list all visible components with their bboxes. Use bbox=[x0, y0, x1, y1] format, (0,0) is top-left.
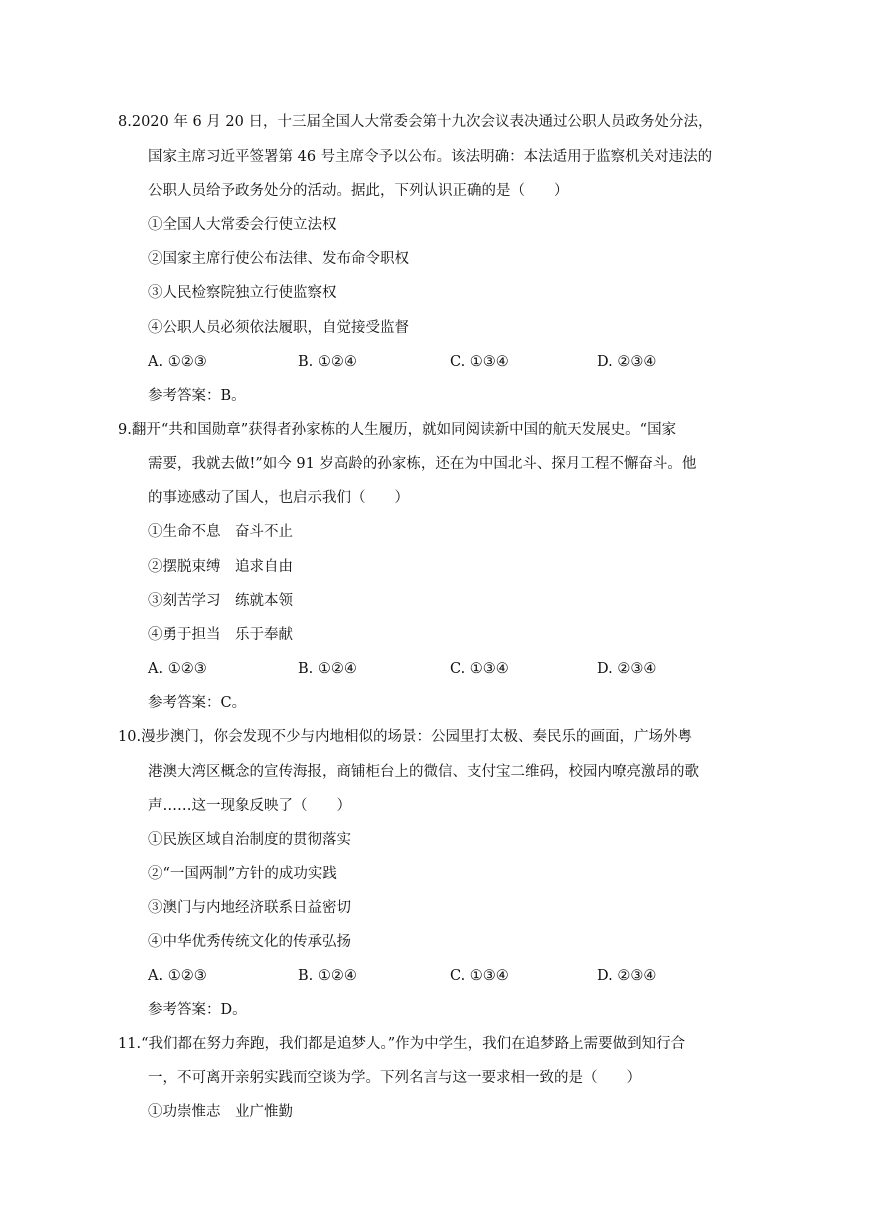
option-c: C. ①③④ bbox=[450, 661, 509, 677]
option-d: D. ②③④ bbox=[597, 968, 657, 984]
question-number: 9. bbox=[118, 422, 132, 438]
answer: 参考答案：B。 bbox=[148, 388, 246, 404]
option-c: C. ①③④ bbox=[450, 354, 509, 370]
question-10-line-2: 港澳大湾区概念的宣传海报，商铺柜台上的微信、支付宝二维码，校园内嘹亮激昂的歌 bbox=[148, 764, 699, 780]
statement: ③人民检察院独立行使监察权 bbox=[148, 285, 337, 301]
option-b: B. ①②④ bbox=[298, 661, 357, 677]
statement: ①全国人大常委会行使立法权 bbox=[148, 217, 337, 233]
option-d: D. ②③④ bbox=[597, 354, 657, 370]
question-9-line-2: 需要，我就去做!”如今 91 岁高龄的孙家栋，还在为中国北斗、探月工程不懈奋斗。他 bbox=[148, 456, 697, 472]
statement: ①生命不息 奋斗不止 bbox=[148, 524, 293, 540]
statement: ④公职人员必须依法履职，自觉接受监督 bbox=[148, 320, 409, 336]
option-b: B. ①②④ bbox=[298, 354, 357, 370]
option-d: D. ②③④ bbox=[597, 661, 657, 677]
answer: 参考答案：C。 bbox=[148, 695, 247, 711]
statement: ③刻苦学习 练就本领 bbox=[148, 593, 293, 609]
question-9-line-3: 的事迹感动了国人，也启示我们（ ） bbox=[148, 490, 409, 506]
question-10-line-1: 10.漫步澳门，你会发现不少与内地相似的场景：公园里打太极、奏民乐的画面，广场外粤 bbox=[118, 729, 693, 745]
question-number: 8. bbox=[118, 114, 132, 130]
question-8-line-2: 国家主席习近平签署第 46 号主席令予以公布。该法明确：本法适用于监察机关对违法的 bbox=[148, 149, 713, 165]
statement: ④勇于担当 乐于奉献 bbox=[148, 627, 293, 643]
option-c: C. ①③④ bbox=[450, 968, 509, 984]
question-10-line-3: 声……这一现象反映了（ ） bbox=[148, 798, 351, 814]
statement: ②摆脱束缚 追求自由 bbox=[148, 559, 293, 575]
option-a: A. ①②③ bbox=[148, 661, 207, 677]
statement: ②“一国两制”方针的成功实践 bbox=[148, 866, 337, 882]
statement: ①功崇惟志 业广惟勤 bbox=[148, 1104, 293, 1120]
statement: ①民族区域自治制度的贯彻落实 bbox=[148, 832, 351, 848]
option-b: B. ①②④ bbox=[298, 968, 357, 984]
option-a: A. ①②③ bbox=[148, 354, 207, 370]
statement: ④中华优秀传统文化的传承弘扬 bbox=[148, 934, 351, 950]
answer: 参考答案：D。 bbox=[148, 1002, 247, 1018]
question-11-line-2: 一，不可离开亲躬实践而空谈为学。下列名言与这一要求相一致的是（ ） bbox=[148, 1070, 641, 1086]
question-8-line-1: 8.2020 年 6 月 20 日，十三届全国人大常委会第十九次会议表决通过公职人员政务处分法， bbox=[118, 114, 713, 130]
question-11-line-1: 11.“我们都在努力奔跑，我们都是追梦人。”作为中学生，我们在追梦路上需要做到知行合 bbox=[118, 1036, 686, 1052]
question-number: 11. bbox=[118, 1036, 142, 1052]
question-number: 10. bbox=[118, 729, 142, 745]
statement: ③澳门与内地经济联系日益密切 bbox=[148, 900, 351, 916]
statement: ②国家主席行使公布法律、发布命令职权 bbox=[148, 251, 409, 267]
question-9-line-1: 9.翻开“共和国勋章”获得者孙家栋的人生履历，就如同阅读新中国的航天发展史。“国家 bbox=[118, 422, 677, 438]
option-a: A. ①②③ bbox=[148, 968, 207, 984]
question-8-line-3: 公职人员给予政务处分的活动。据此，下列认识正确的是（ ） bbox=[148, 183, 569, 199]
